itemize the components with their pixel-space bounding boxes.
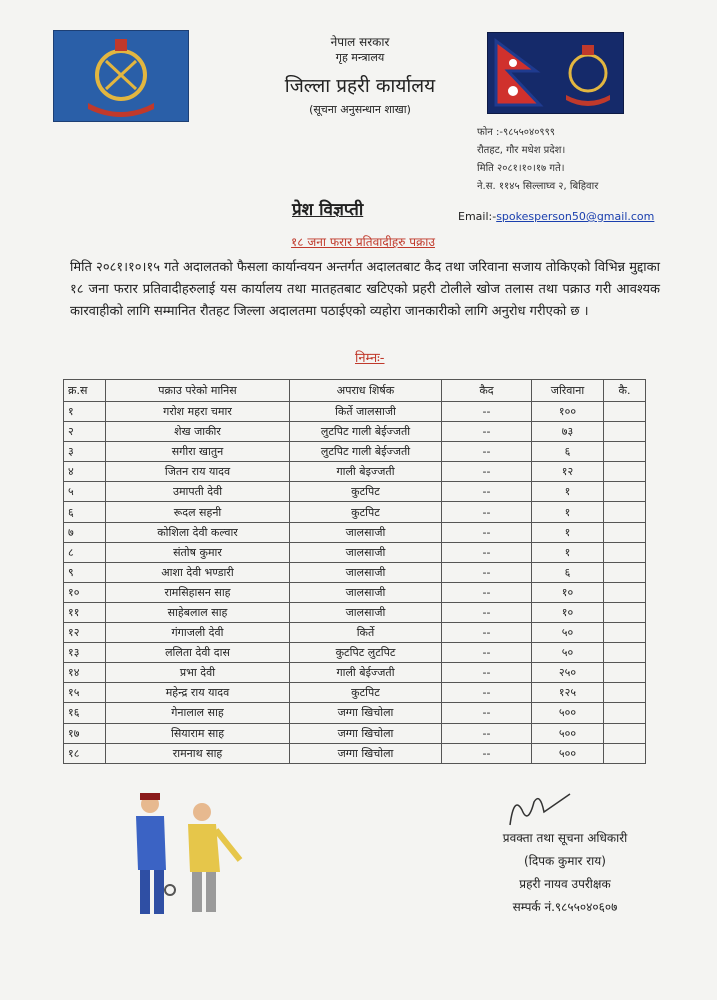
cell-serial: ९ xyxy=(64,562,106,582)
cell-remarks xyxy=(604,602,646,622)
cell-remarks xyxy=(604,703,646,723)
cell-crime: लुटपिट गाली बेईज्जती xyxy=(290,422,442,442)
col-person: पक्राउ परेको मानिस xyxy=(106,380,290,402)
cell-jail: -- xyxy=(442,562,532,582)
cell-fine: १० xyxy=(532,602,604,622)
cell-serial: १० xyxy=(64,582,106,602)
cell-jail: -- xyxy=(442,402,532,422)
cell-person: कोशिला देवी कल्वार xyxy=(106,522,290,542)
table-row xyxy=(64,623,646,643)
table-row xyxy=(64,422,646,442)
cell-person: महेन्द्र राय यादव xyxy=(106,683,290,703)
table-row xyxy=(64,442,646,462)
cell-jail: -- xyxy=(442,602,532,622)
cell-remarks xyxy=(604,462,646,482)
cell-remarks xyxy=(604,482,646,502)
email-line xyxy=(458,210,654,223)
press-body: मिति २०८१।१०।१५ गते अदालतको फैसला कार्यान्वयन अन्तर्गत अदालतबाट कैद तथा जरिवाना सजाय तोकिएको विभिन्न मुद्दाका १८ जना फरार प्रतिवादीहरुलाई यस कार्यालय तथा मातहतबाट खटिएको प्रहरी टोलीले खोज तलास तथा पक्राउ गरी आवश्यक कारवाहीको लागि सम्मानित रौतहट जिल्ला अदालतमा पठाईएको व्यहोरा जानकारीको लागि अनुरोध गरीएको छ । xyxy=(70,260,660,319)
cell-person: गेनालाल साह xyxy=(106,703,290,723)
cell-person: प्रभा देवी xyxy=(106,663,290,683)
email-label: Email:- xyxy=(458,210,497,223)
table-row xyxy=(64,402,646,422)
cell-crime: किर्ते xyxy=(290,623,442,643)
table-row xyxy=(64,723,646,743)
cell-jail: -- xyxy=(442,703,532,723)
cell-crime: जालसाजी xyxy=(290,522,442,542)
cell-person: रामसिहासन साह xyxy=(106,582,290,602)
arrest-table xyxy=(63,379,646,764)
contact-ref: ने.स. ११४५ सिल्लाघ्व २, बिहिवार xyxy=(477,181,599,192)
cell-remarks xyxy=(604,623,646,643)
list-heading: निम्नः- xyxy=(355,351,385,366)
cell-remarks xyxy=(604,442,646,462)
cell-crime: कुटपिट xyxy=(290,683,442,703)
cell-person: ललिता देवी दास xyxy=(106,643,290,663)
cell-jail: -- xyxy=(442,502,532,522)
nepal-flag-logo xyxy=(487,32,624,114)
cell-crime: जालसाजी xyxy=(290,542,442,562)
cell-fine: ६ xyxy=(532,442,604,462)
cell-crime: जग्गा खिचोला xyxy=(290,743,442,763)
cell-remarks xyxy=(604,402,646,422)
col-jail: कैद xyxy=(442,380,532,402)
cell-jail: -- xyxy=(442,743,532,763)
table-header-row xyxy=(64,380,646,402)
govt-line: नेपाल सरकार xyxy=(330,35,390,49)
cell-remarks xyxy=(604,562,646,582)
cell-serial: १५ xyxy=(64,683,106,703)
cell-person: सियाराम साह xyxy=(106,723,290,743)
cell-crime: जालसाजी xyxy=(290,562,442,582)
cell-crime: जालसाजी xyxy=(290,582,442,602)
press-subtitle: १८ जना फरार प्रतिवादीहरु पक्राउ xyxy=(291,235,435,249)
cell-remarks xyxy=(604,743,646,763)
cell-fine: १२५ xyxy=(532,683,604,703)
cell-fine: २५० xyxy=(532,663,604,683)
cell-person: रामनाथ साह xyxy=(106,743,290,763)
cell-serial: १४ xyxy=(64,663,106,683)
col-crime: अपराध शिर्षक xyxy=(290,380,442,402)
cell-serial: २ xyxy=(64,422,106,442)
cell-crime: किर्ते जालसाजी xyxy=(290,402,442,422)
cell-jail: -- xyxy=(442,542,532,562)
table-row xyxy=(64,602,646,622)
col-fine: जरिवाना xyxy=(532,380,604,402)
contact-date: मिति २०८१।१०।१७ गते। xyxy=(477,163,565,174)
cell-crime: जग्गा खिचोला xyxy=(290,723,442,743)
table-row xyxy=(64,502,646,522)
cell-crime: लुटपिट गाली बेईज्जती xyxy=(290,442,442,462)
press-release-title: प्रेश विज्ञप्ती xyxy=(292,200,364,220)
cell-fine: १०० xyxy=(532,402,604,422)
table-row xyxy=(64,482,646,502)
cell-fine: १२ xyxy=(532,462,604,482)
cell-person: संतोष कुमार xyxy=(106,542,290,562)
cell-fine: ५० xyxy=(532,643,604,663)
table-row xyxy=(64,703,646,723)
table-row xyxy=(64,743,646,763)
signature-scribble xyxy=(500,790,580,834)
cell-fine: १ xyxy=(532,482,604,502)
table-row xyxy=(64,562,646,582)
table-row xyxy=(64,683,646,703)
cell-fine: ७३ xyxy=(532,422,604,442)
cell-crime: कुटपिट xyxy=(290,502,442,522)
cell-serial: १६ xyxy=(64,703,106,723)
signature-name: (दिपक कुमार राय) xyxy=(524,854,606,868)
cell-fine: ५०० xyxy=(532,743,604,763)
police-emblem-logo xyxy=(53,30,189,122)
cell-serial: १८ xyxy=(64,743,106,763)
ministry-line: गृह मन्त्रालय xyxy=(335,51,385,64)
cell-person: आशा देवी भण्डारी xyxy=(106,562,290,582)
cell-fine: १ xyxy=(532,502,604,522)
table-row xyxy=(64,643,646,663)
cell-jail: -- xyxy=(442,582,532,602)
contact-phone: फोन :-९८५५०४०९९९ xyxy=(477,127,556,138)
table-row xyxy=(64,462,646,482)
cell-serial: ८ xyxy=(64,542,106,562)
cell-jail: -- xyxy=(442,623,532,643)
cell-jail: -- xyxy=(442,683,532,703)
cell-fine: ५०० xyxy=(532,703,604,723)
cell-remarks xyxy=(604,723,646,743)
cell-remarks xyxy=(604,542,646,562)
cell-jail: -- xyxy=(442,442,532,462)
signature-phone: सम्पर्क नं.९८५५०४०६०७ xyxy=(512,900,618,914)
cell-crime: कुटपिट xyxy=(290,482,442,502)
cell-remarks xyxy=(604,683,646,703)
signature-title: प्रवक्ता तथा सूचना अधिकारी xyxy=(502,831,628,845)
cell-crime: जालसाजी xyxy=(290,602,442,622)
cell-fine: १ xyxy=(532,522,604,542)
branch-line: (सूचना अनुसन्धान शाखा) xyxy=(309,103,411,116)
cell-person: गरोश महरा चमार xyxy=(106,402,290,422)
cell-person: सगीरा खातुन xyxy=(106,442,290,462)
cell-crime: कुटपिट लुटपिट xyxy=(290,643,442,663)
cell-remarks xyxy=(604,502,646,522)
cell-serial: १२ xyxy=(64,623,106,643)
cell-crime: गाली बेईज्जती xyxy=(290,663,442,683)
col-remarks: कै. xyxy=(604,380,646,402)
cell-person: गंगाजली देवी xyxy=(106,623,290,643)
cell-remarks xyxy=(604,522,646,542)
cell-serial: १३ xyxy=(64,643,106,663)
table-row xyxy=(64,663,646,683)
table-row xyxy=(64,582,646,602)
cell-fine: ६ xyxy=(532,562,604,582)
cell-fine: १ xyxy=(532,542,604,562)
cell-remarks xyxy=(604,663,646,683)
cell-serial: १ xyxy=(64,402,106,422)
cell-jail: -- xyxy=(442,643,532,663)
cell-person: शेख जाकीर xyxy=(106,422,290,442)
cell-serial: ६ xyxy=(64,502,106,522)
office-title: जिल्ला प्रहरी कार्यालय xyxy=(284,75,436,97)
cell-serial: ११ xyxy=(64,602,106,622)
cell-fine: १० xyxy=(532,582,604,602)
cell-jail: -- xyxy=(442,422,532,442)
cell-jail: -- xyxy=(442,663,532,683)
cell-person: उमापती देवी xyxy=(106,482,290,502)
col-serial: क्र.स xyxy=(64,380,106,402)
cell-fine: ५० xyxy=(532,623,604,643)
contact-address: रौतहट, गौर मधेश प्रदेश। xyxy=(477,145,566,156)
signature-rank: प्रहरी नायव उपरीक्षक xyxy=(519,877,611,891)
cell-serial: ३ xyxy=(64,442,106,462)
cell-serial: ५ xyxy=(64,482,106,502)
cell-jail: -- xyxy=(442,723,532,743)
cell-serial: १७ xyxy=(64,723,106,743)
cell-serial: ४ xyxy=(64,462,106,482)
cell-person: रूदल सहनी xyxy=(106,502,290,522)
cell-crime: गाली बेइज्जती xyxy=(290,462,442,482)
cell-jail: -- xyxy=(442,482,532,502)
cell-serial: ७ xyxy=(64,522,106,542)
table-row xyxy=(64,522,646,542)
cell-remarks xyxy=(604,582,646,602)
cell-jail: -- xyxy=(442,522,532,542)
cell-remarks xyxy=(604,643,646,663)
cell-person: जितन राय यादव xyxy=(106,462,290,482)
police-arrest-illustration xyxy=(110,790,260,929)
table-row xyxy=(64,542,646,562)
cell-remarks xyxy=(604,422,646,442)
cell-person: साहेबलाल साह xyxy=(106,602,290,622)
cell-crime: जग्गा खिचोला xyxy=(290,703,442,723)
email-link[interactable]: spokesperson50@gmail.com xyxy=(496,210,655,223)
cell-fine: ५०० xyxy=(532,723,604,743)
cell-jail: -- xyxy=(442,462,532,482)
